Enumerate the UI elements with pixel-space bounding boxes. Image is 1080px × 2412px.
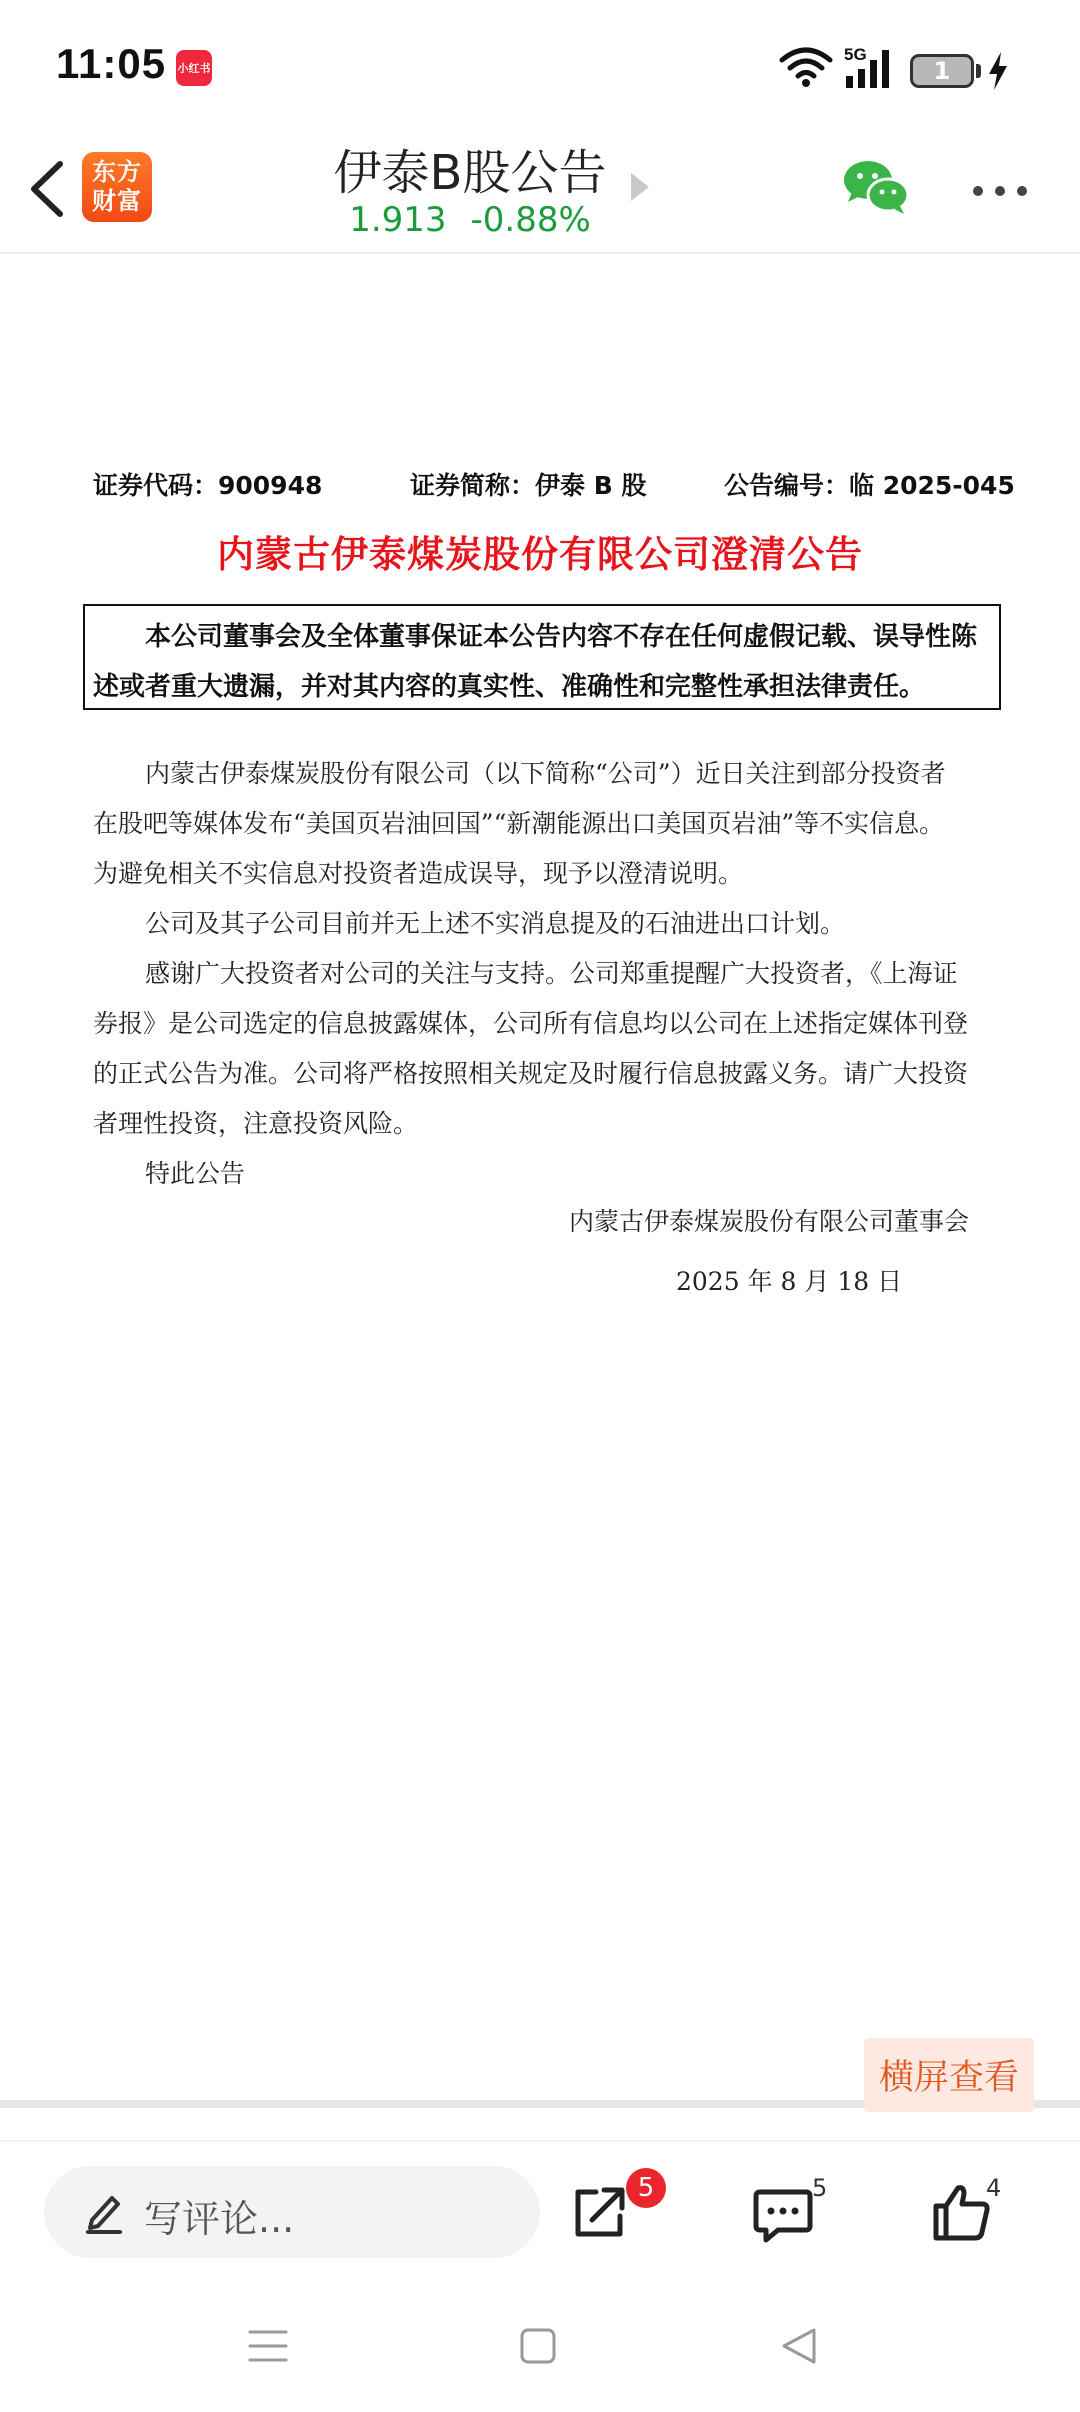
comment-input[interactable] xyxy=(44,2166,540,2258)
eastmoney-logo xyxy=(82,152,152,222)
bottom-action-bar xyxy=(0,2140,1080,2280)
network-type: 5G xyxy=(844,45,867,64)
pencil-icon xyxy=(84,2190,124,2234)
page-title: 伊泰B股公告 xyxy=(333,145,607,201)
back-arrow-icon[interactable] xyxy=(22,156,72,222)
battery-level: 1 xyxy=(933,57,951,85)
share-icon[interactable] xyxy=(570,2182,630,2242)
announcement-document xyxy=(0,256,1080,2056)
landscape-view-button[interactable]: 横屏查看 xyxy=(864,2038,1034,2112)
stock-price: 1.913 xyxy=(349,200,447,240)
logo-line-1: 东方 xyxy=(92,158,142,186)
system-navigation-bar xyxy=(0,2300,1080,2412)
like-count: 4 xyxy=(986,2174,1002,2202)
disclaimer-line-1: 本公司董事会及全体董事保证本公告内容不存在任何虚假记载、误导性陈 xyxy=(145,622,978,652)
wechat-share-icon[interactable] xyxy=(842,158,910,216)
signature: 内蒙古伊泰煤炭股份有限公司董事会 xyxy=(569,1207,970,1236)
logo-line-2: 财富 xyxy=(92,187,142,215)
announcement-date: 2025 年 8 月 18 日 xyxy=(676,1267,903,1296)
paragraph-line: 公司及其子公司目前并无上述不实消息提及的石油进出口计划。 xyxy=(145,909,846,938)
paragraph-line: 券报》是公司选定的信息披露媒体，公司所有信息均以公司在上述指定媒体刊登 xyxy=(93,1009,969,1038)
comment-bubble-icon[interactable] xyxy=(752,2186,814,2246)
announcement-number: 公告编号：临 2025-045 xyxy=(724,471,1015,500)
xiaohongshu-notification-icon: 小红书 xyxy=(176,50,212,86)
wifi-icon xyxy=(778,46,834,88)
security-code: 证券代码：900948 xyxy=(93,471,323,500)
paragraph-line: 为避免相关不实信息对投资者造成误导，现予以澄清说明。 xyxy=(93,859,744,888)
stock-quote[interactable] xyxy=(290,200,650,240)
paragraph-line: 内蒙古伊泰煤炭股份有限公司（以下简称“公司”）近日关注到部分投资者 xyxy=(145,759,946,788)
charging-icon xyxy=(986,50,1010,92)
paragraph-line: 特此公告 xyxy=(145,1159,246,1188)
recent-apps-icon[interactable] xyxy=(248,2326,288,2366)
thumbs-up-icon[interactable] xyxy=(932,2182,992,2242)
back-triangle-icon[interactable] xyxy=(780,2326,820,2366)
header xyxy=(0,120,1080,254)
battery-cap xyxy=(976,64,981,78)
battery-icon xyxy=(910,54,974,88)
home-icon[interactable] xyxy=(518,2326,558,2366)
paragraph-line: 的正式公告为准。公司将严格按照相关规定及时履行信息披露义务。请广大投资 xyxy=(93,1059,969,1088)
status-time: 11:05 xyxy=(56,40,167,87)
document-title: 内蒙古伊泰煤炭股份有限公司澄清公告 xyxy=(217,533,863,576)
comment-placeholder: 写评论... xyxy=(144,2197,295,2241)
security-short-name: 证券简称：伊泰 B 股 xyxy=(410,471,647,500)
comment-count: 5 xyxy=(812,2174,828,2202)
status-bar xyxy=(0,0,1080,140)
paragraph-line: 感谢广大投资者对公司的关注与支持。公司郑重提醒广大投资者，《上海证 xyxy=(145,959,958,988)
stock-change: -0.88% xyxy=(470,200,591,240)
more-options-icon[interactable] xyxy=(972,184,1028,198)
paragraph-line: 在股吧等媒体发布“美国页岩油回国”“新潮能源出口美国页岩油”等不实信息。 xyxy=(93,809,945,838)
disclaimer-line-2: 述或者重大遗漏，并对其内容的真实性、准确性和完整性承担法律责任。 xyxy=(93,672,926,702)
share-count-badge: 5 xyxy=(626,2168,666,2208)
paragraph-line: 者理性投资，注意投资风险。 xyxy=(93,1109,419,1138)
signal-5g-icon xyxy=(842,44,898,90)
disclaimer-box xyxy=(83,604,1001,710)
expand-triangle-icon[interactable] xyxy=(628,170,652,204)
